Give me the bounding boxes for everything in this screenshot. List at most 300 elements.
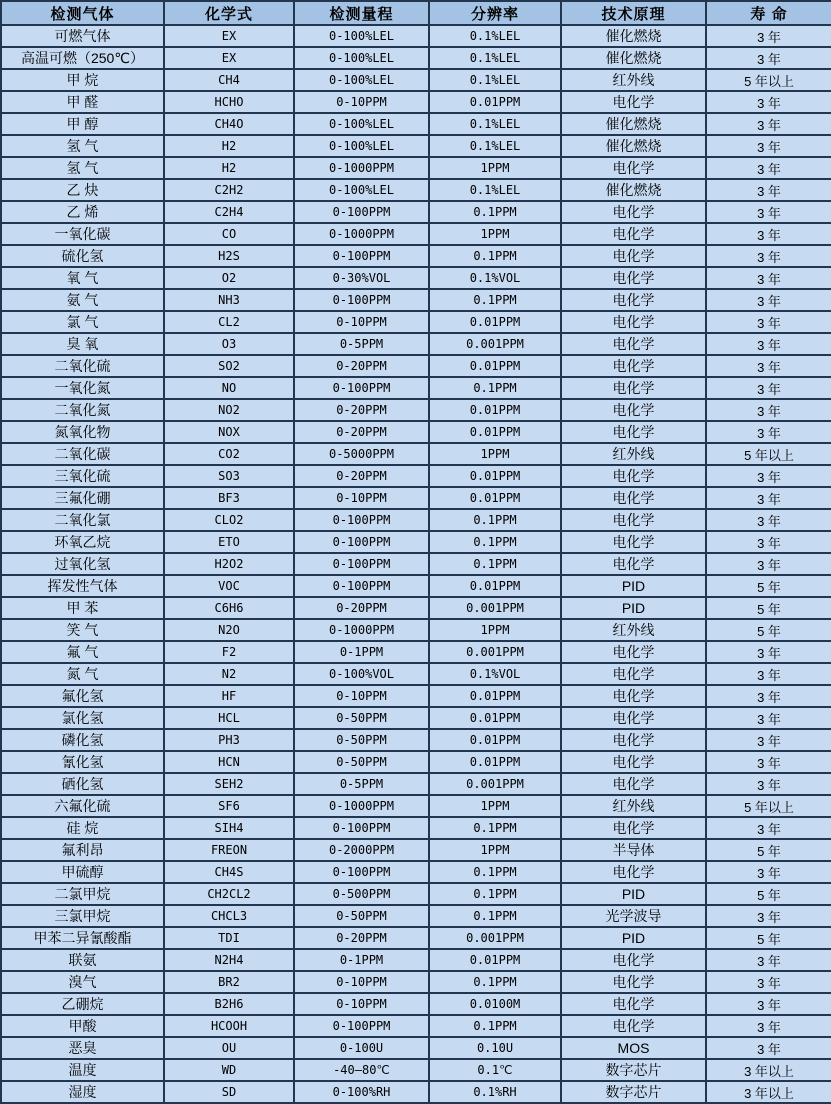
- gas-name-cell: 联氨: [1, 949, 164, 971]
- range-cell: 0-50PPM: [294, 707, 429, 729]
- gas-name-cell: 甲 醇: [1, 113, 164, 135]
- table-row: [1, 773, 831, 795]
- resolution-cell: 0.001PPM: [429, 597, 561, 619]
- formula-cell: EX: [164, 47, 294, 69]
- principle-cell: 电化学: [561, 509, 706, 531]
- range-cell: 0-10PPM: [294, 993, 429, 1015]
- range-cell: 0-100%VOL: [294, 663, 429, 685]
- lifespan-cell: 3 年: [706, 949, 831, 971]
- table-row: [1, 597, 831, 619]
- table-row: [1, 267, 831, 289]
- resolution-cell: 0.1%LEL: [429, 47, 561, 69]
- principle-cell: 半导体: [561, 839, 706, 861]
- resolution-cell: 0.1PPM: [429, 905, 561, 927]
- resolution-cell: 0.1%VOL: [429, 663, 561, 685]
- principle-cell: 电化学: [561, 157, 706, 179]
- lifespan-cell: 3 年: [706, 487, 831, 509]
- resolution-cell: 0.01PPM: [429, 355, 561, 377]
- gas-name-cell: 磷化氢: [1, 729, 164, 751]
- table-row: [1, 905, 831, 927]
- formula-cell: CHCL3: [164, 905, 294, 927]
- gas-name-cell: 恶臭: [1, 1037, 164, 1059]
- table-row: [1, 553, 831, 575]
- principle-cell: 红外线: [561, 619, 706, 641]
- col-header-resolution: 分辨率: [429, 1, 561, 25]
- table-row: [1, 355, 831, 377]
- resolution-cell: 0.01PPM: [429, 487, 561, 509]
- range-cell: 0-1PPM: [294, 641, 429, 663]
- resolution-cell: 0.001PPM: [429, 773, 561, 795]
- formula-cell: CO: [164, 223, 294, 245]
- resolution-cell: 0.01PPM: [429, 465, 561, 487]
- resolution-cell: 0.1%LEL: [429, 25, 561, 47]
- gas-name-cell: 可燃气体: [1, 25, 164, 47]
- gas-name-cell: 乙硼烷: [1, 993, 164, 1015]
- gas-name-cell: 环氧乙烷: [1, 531, 164, 553]
- table-row: [1, 377, 831, 399]
- resolution-cell: 1PPM: [429, 157, 561, 179]
- lifespan-cell: 3 年: [706, 553, 831, 575]
- principle-cell: 电化学: [561, 685, 706, 707]
- formula-cell: H2: [164, 157, 294, 179]
- formula-cell: H2: [164, 135, 294, 157]
- gas-name-cell: 三氯甲烷: [1, 905, 164, 927]
- resolution-cell: 0.1PPM: [429, 377, 561, 399]
- principle-cell: 数字芯片: [561, 1059, 706, 1081]
- formula-cell: N2: [164, 663, 294, 685]
- table-row: [1, 817, 831, 839]
- principle-cell: 电化学: [561, 245, 706, 267]
- formula-cell: CO2: [164, 443, 294, 465]
- principle-cell: 电化学: [561, 949, 706, 971]
- gas-name-cell: 氟利昂: [1, 839, 164, 861]
- range-cell: 0-5PPM: [294, 773, 429, 795]
- principle-cell: 电化学: [561, 993, 706, 1015]
- lifespan-cell: 3 年: [706, 685, 831, 707]
- gas-name-cell: 二氧化氯: [1, 509, 164, 531]
- lifespan-cell: 3 年: [706, 465, 831, 487]
- principle-cell: 电化学: [561, 1015, 706, 1037]
- resolution-cell: 0.01PPM: [429, 707, 561, 729]
- principle-cell: 红外线: [561, 795, 706, 817]
- resolution-cell: 0.1PPM: [429, 1015, 561, 1037]
- table-row: [1, 795, 831, 817]
- resolution-cell: 0.01PPM: [429, 751, 561, 773]
- table-row: [1, 949, 831, 971]
- gas-name-cell: 甲 烷: [1, 69, 164, 91]
- resolution-cell: 0.1%RH: [429, 1081, 561, 1103]
- range-cell: 0-100PPM: [294, 575, 429, 597]
- formula-cell: OU: [164, 1037, 294, 1059]
- resolution-cell: 0.01PPM: [429, 399, 561, 421]
- principle-cell: 电化学: [561, 421, 706, 443]
- range-cell: 0-2000PPM: [294, 839, 429, 861]
- principle-cell: 数字芯片: [561, 1081, 706, 1103]
- table-row: [1, 289, 831, 311]
- resolution-cell: 0.1PPM: [429, 971, 561, 993]
- principle-cell: 电化学: [561, 465, 706, 487]
- range-cell: 0-100%LEL: [294, 113, 429, 135]
- principle-cell: 电化学: [561, 355, 706, 377]
- formula-cell: N2H4: [164, 949, 294, 971]
- lifespan-cell: 3 年: [706, 179, 831, 201]
- table-row: [1, 223, 831, 245]
- principle-cell: 电化学: [561, 91, 706, 113]
- formula-cell: BR2: [164, 971, 294, 993]
- formula-cell: SO2: [164, 355, 294, 377]
- gas-name-cell: 二氯甲烷: [1, 883, 164, 905]
- table-row: [1, 707, 831, 729]
- resolution-cell: 1PPM: [429, 223, 561, 245]
- gas-name-cell: 一氧化氮: [1, 377, 164, 399]
- principle-cell: 电化学: [561, 333, 706, 355]
- principle-cell: 催化燃烧: [561, 135, 706, 157]
- resolution-cell: 0.01PPM: [429, 685, 561, 707]
- gas-name-cell: 乙 烯: [1, 201, 164, 223]
- resolution-cell: 0.10U: [429, 1037, 561, 1059]
- lifespan-cell: 3 年: [706, 377, 831, 399]
- table-row: [1, 751, 831, 773]
- lifespan-cell: 3 年: [706, 135, 831, 157]
- lifespan-cell: 3 年: [706, 1015, 831, 1037]
- table-row: [1, 993, 831, 1015]
- resolution-cell: 0.1PPM: [429, 201, 561, 223]
- range-cell: 0-100%LEL: [294, 25, 429, 47]
- lifespan-cell: 5 年: [706, 597, 831, 619]
- table-row: [1, 245, 831, 267]
- lifespan-cell: 3 年: [706, 91, 831, 113]
- gas-name-cell: 溴气: [1, 971, 164, 993]
- range-cell: 0-100%LEL: [294, 47, 429, 69]
- resolution-cell: 0.01PPM: [429, 421, 561, 443]
- gas-name-cell: 氮 气: [1, 663, 164, 685]
- table-row: [1, 861, 831, 883]
- formula-cell: CLO2: [164, 509, 294, 531]
- formula-cell: VOC: [164, 575, 294, 597]
- resolution-cell: 1PPM: [429, 795, 561, 817]
- range-cell: 0-100PPM: [294, 289, 429, 311]
- gas-name-cell: 硫化氢: [1, 245, 164, 267]
- principle-cell: 电化学: [561, 641, 706, 663]
- formula-cell: C6H6: [164, 597, 294, 619]
- lifespan-cell: 3 年: [706, 641, 831, 663]
- range-cell: 0-1000PPM: [294, 223, 429, 245]
- formula-cell: SIH4: [164, 817, 294, 839]
- lifespan-cell: 5 年: [706, 883, 831, 905]
- col-header-principle: 技术原理: [561, 1, 706, 25]
- lifespan-cell: 3 年: [706, 223, 831, 245]
- formula-cell: CH4: [164, 69, 294, 91]
- gas-name-cell: 甲苯二异氰酸酯: [1, 927, 164, 949]
- gas-name-cell: 甲 醛: [1, 91, 164, 113]
- resolution-cell: 0.1PPM: [429, 245, 561, 267]
- range-cell: 0-10PPM: [294, 311, 429, 333]
- gas-name-cell: 氢 气: [1, 135, 164, 157]
- lifespan-cell: 3 年: [706, 157, 831, 179]
- lifespan-cell: 3 年以上: [706, 1081, 831, 1103]
- formula-cell: NH3: [164, 289, 294, 311]
- lifespan-cell: 3 年: [706, 751, 831, 773]
- principle-cell: 电化学: [561, 751, 706, 773]
- gas-name-cell: 氧 气: [1, 267, 164, 289]
- table-row: [1, 641, 831, 663]
- range-cell: 0-50PPM: [294, 751, 429, 773]
- lifespan-cell: 3 年: [706, 905, 831, 927]
- resolution-cell: 0.1PPM: [429, 289, 561, 311]
- table-row: [1, 69, 831, 91]
- gas-name-cell: 甲 苯: [1, 597, 164, 619]
- gas-name-cell: 氢 气: [1, 157, 164, 179]
- table-row: [1, 311, 831, 333]
- range-cell: 0-20PPM: [294, 465, 429, 487]
- resolution-cell: 0.01PPM: [429, 949, 561, 971]
- resolution-cell: 0.01PPM: [429, 729, 561, 751]
- formula-cell: H2S: [164, 245, 294, 267]
- gas-name-cell: 湿度: [1, 1081, 164, 1103]
- table-row: [1, 1015, 831, 1037]
- range-cell: 0-50PPM: [294, 729, 429, 751]
- table-row: [1, 1081, 831, 1103]
- resolution-cell: 0.1PPM: [429, 883, 561, 905]
- principle-cell: MOS: [561, 1037, 706, 1059]
- range-cell: 0-1000PPM: [294, 795, 429, 817]
- range-cell: 0-1000PPM: [294, 157, 429, 179]
- lifespan-cell: 3 年以上: [706, 1059, 831, 1081]
- formula-cell: PH3: [164, 729, 294, 751]
- range-cell: 0-100PPM: [294, 553, 429, 575]
- lifespan-cell: 3 年: [706, 817, 831, 839]
- formula-cell: SO3: [164, 465, 294, 487]
- formula-cell: SF6: [164, 795, 294, 817]
- table-row: [1, 25, 831, 47]
- resolution-cell: 0.1PPM: [429, 531, 561, 553]
- col-header-formula: 化学式: [164, 1, 294, 25]
- lifespan-cell: 3 年: [706, 113, 831, 135]
- principle-cell: 电化学: [561, 861, 706, 883]
- table-row: [1, 157, 831, 179]
- lifespan-cell: 5 年以上: [706, 443, 831, 465]
- table-row: [1, 575, 831, 597]
- range-cell: 0-100%RH: [294, 1081, 429, 1103]
- principle-cell: 电化学: [561, 267, 706, 289]
- principle-cell: 电化学: [561, 399, 706, 421]
- range-cell: 0-100PPM: [294, 861, 429, 883]
- formula-cell: F2: [164, 641, 294, 663]
- lifespan-cell: 3 年: [706, 971, 831, 993]
- resolution-cell: 0.1%LEL: [429, 135, 561, 157]
- table-row: [1, 971, 831, 993]
- table-row: [1, 179, 831, 201]
- range-cell: 0-20PPM: [294, 927, 429, 949]
- gas-name-cell: 挥发性气体: [1, 575, 164, 597]
- col-header-range: 检测量程: [294, 1, 429, 25]
- principle-cell: 电化学: [561, 487, 706, 509]
- gas-name-cell: 高温可燃（250℃）: [1, 47, 164, 69]
- principle-cell: 电化学: [561, 311, 706, 333]
- table-row: [1, 421, 831, 443]
- table-row: [1, 135, 831, 157]
- gas-name-cell: 氮氧化物: [1, 421, 164, 443]
- resolution-cell: 0.1PPM: [429, 861, 561, 883]
- principle-cell: PID: [561, 575, 706, 597]
- range-cell: 0-20PPM: [294, 421, 429, 443]
- lifespan-cell: 3 年: [706, 531, 831, 553]
- col-header-lifespan: 寿 命: [706, 1, 831, 25]
- table-row: [1, 487, 831, 509]
- gas-name-cell: 乙 炔: [1, 179, 164, 201]
- gas-name-cell: 氰化氢: [1, 751, 164, 773]
- lifespan-cell: 5 年: [706, 619, 831, 641]
- table-row: [1, 443, 831, 465]
- resolution-cell: 0.1PPM: [429, 817, 561, 839]
- lifespan-cell: 5 年以上: [706, 795, 831, 817]
- resolution-cell: 1PPM: [429, 619, 561, 641]
- range-cell: 0-100PPM: [294, 1015, 429, 1037]
- table-row: [1, 685, 831, 707]
- table-row: [1, 729, 831, 751]
- formula-cell: NOX: [164, 421, 294, 443]
- formula-cell: HCHO: [164, 91, 294, 113]
- principle-cell: 催化燃烧: [561, 25, 706, 47]
- lifespan-cell: 3 年: [706, 311, 831, 333]
- formula-cell: SD: [164, 1081, 294, 1103]
- gas-name-cell: 甲酸: [1, 1015, 164, 1037]
- formula-cell: CL2: [164, 311, 294, 333]
- principle-cell: 电化学: [561, 707, 706, 729]
- range-cell: 0-100%LEL: [294, 179, 429, 201]
- range-cell: 0-20PPM: [294, 355, 429, 377]
- principle-cell: 电化学: [561, 531, 706, 553]
- principle-cell: 催化燃烧: [561, 179, 706, 201]
- gas-name-cell: 臭 氧: [1, 333, 164, 355]
- formula-cell: O3: [164, 333, 294, 355]
- formula-cell: N2O: [164, 619, 294, 641]
- formula-cell: NO2: [164, 399, 294, 421]
- formula-cell: O2: [164, 267, 294, 289]
- gas-name-cell: 甲硫醇: [1, 861, 164, 883]
- resolution-cell: 0.0100M: [429, 993, 561, 1015]
- formula-cell: BF3: [164, 487, 294, 509]
- formula-cell: HCOOH: [164, 1015, 294, 1037]
- table-row: [1, 883, 831, 905]
- gas-name-cell: 六氟化硫: [1, 795, 164, 817]
- range-cell: 0-100U: [294, 1037, 429, 1059]
- table-row: [1, 333, 831, 355]
- table-row: [1, 509, 831, 531]
- formula-cell: C2H2: [164, 179, 294, 201]
- lifespan-cell: 3 年: [706, 355, 831, 377]
- lifespan-cell: 3 年: [706, 289, 831, 311]
- lifespan-cell: 3 年: [706, 663, 831, 685]
- table-row: [1, 465, 831, 487]
- lifespan-cell: 3 年: [706, 1037, 831, 1059]
- gas-name-cell: 二氧化氮: [1, 399, 164, 421]
- range-cell: 0-100PPM: [294, 245, 429, 267]
- principle-cell: 红外线: [561, 443, 706, 465]
- formula-cell: SEH2: [164, 773, 294, 795]
- formula-cell: HCN: [164, 751, 294, 773]
- lifespan-cell: 5 年: [706, 839, 831, 861]
- lifespan-cell: 3 年: [706, 47, 831, 69]
- gas-name-cell: 三氟化硼: [1, 487, 164, 509]
- principle-cell: 电化学: [561, 663, 706, 685]
- resolution-cell: 0.1%LEL: [429, 179, 561, 201]
- gas-name-cell: 二氧化碳: [1, 443, 164, 465]
- resolution-cell: 0.01PPM: [429, 311, 561, 333]
- range-cell: 0-10PPM: [294, 91, 429, 113]
- lifespan-cell: 3 年: [706, 509, 831, 531]
- range-cell: 0-100PPM: [294, 377, 429, 399]
- formula-cell: HF: [164, 685, 294, 707]
- principle-cell: 催化燃烧: [561, 47, 706, 69]
- formula-cell: C2H4: [164, 201, 294, 223]
- table-row: [1, 663, 831, 685]
- range-cell: 0-1000PPM: [294, 619, 429, 641]
- gas-name-cell: 氟 气: [1, 641, 164, 663]
- formula-cell: CH2CL2: [164, 883, 294, 905]
- range-cell: 0-100%LEL: [294, 69, 429, 91]
- range-cell: 0-100PPM: [294, 201, 429, 223]
- gas-name-cell: 硒化氢: [1, 773, 164, 795]
- range-cell: 0-20PPM: [294, 597, 429, 619]
- gas-name-cell: 一氧化碳: [1, 223, 164, 245]
- principle-cell: 红外线: [561, 69, 706, 91]
- table-row: [1, 619, 831, 641]
- formula-cell: CH4O: [164, 113, 294, 135]
- table-row: [1, 201, 831, 223]
- lifespan-cell: 3 年: [706, 333, 831, 355]
- lifespan-cell: 3 年: [706, 267, 831, 289]
- table-row: [1, 1037, 831, 1059]
- table-row: [1, 1059, 831, 1081]
- table-body: [1, 25, 831, 1103]
- lifespan-cell: 3 年: [706, 421, 831, 443]
- gas-name-cell: 氟化氢: [1, 685, 164, 707]
- header-row: [1, 1, 831, 25]
- formula-cell: NO: [164, 377, 294, 399]
- lifespan-cell: 3 年: [706, 399, 831, 421]
- resolution-cell: 0.1%LEL: [429, 113, 561, 135]
- formula-cell: EX: [164, 25, 294, 47]
- principle-cell: 电化学: [561, 971, 706, 993]
- resolution-cell: 0.001PPM: [429, 641, 561, 663]
- lifespan-cell: 5 年: [706, 575, 831, 597]
- resolution-cell: 0.1%LEL: [429, 69, 561, 91]
- gas-name-cell: 过氧化氢: [1, 553, 164, 575]
- principle-cell: 电化学: [561, 377, 706, 399]
- lifespan-cell: 5 年以上: [706, 69, 831, 91]
- resolution-cell: 0.01PPM: [429, 575, 561, 597]
- formula-cell: H2O2: [164, 553, 294, 575]
- lifespan-cell: 3 年: [706, 993, 831, 1015]
- table-header: [1, 1, 831, 25]
- table-row: [1, 399, 831, 421]
- range-cell: 0-30%VOL: [294, 267, 429, 289]
- formula-cell: ETO: [164, 531, 294, 553]
- gas-name-cell: 氨 气: [1, 289, 164, 311]
- lifespan-cell: 3 年: [706, 773, 831, 795]
- lifespan-cell: 3 年: [706, 25, 831, 47]
- resolution-cell: 1PPM: [429, 443, 561, 465]
- range-cell: 0-100%LEL: [294, 135, 429, 157]
- range-cell: 0-50PPM: [294, 905, 429, 927]
- principle-cell: 光学波导: [561, 905, 706, 927]
- principle-cell: 电化学: [561, 729, 706, 751]
- lifespan-cell: 3 年: [706, 861, 831, 883]
- lifespan-cell: 3 年: [706, 201, 831, 223]
- range-cell: 0-5000PPM: [294, 443, 429, 465]
- range-cell: 0-10PPM: [294, 487, 429, 509]
